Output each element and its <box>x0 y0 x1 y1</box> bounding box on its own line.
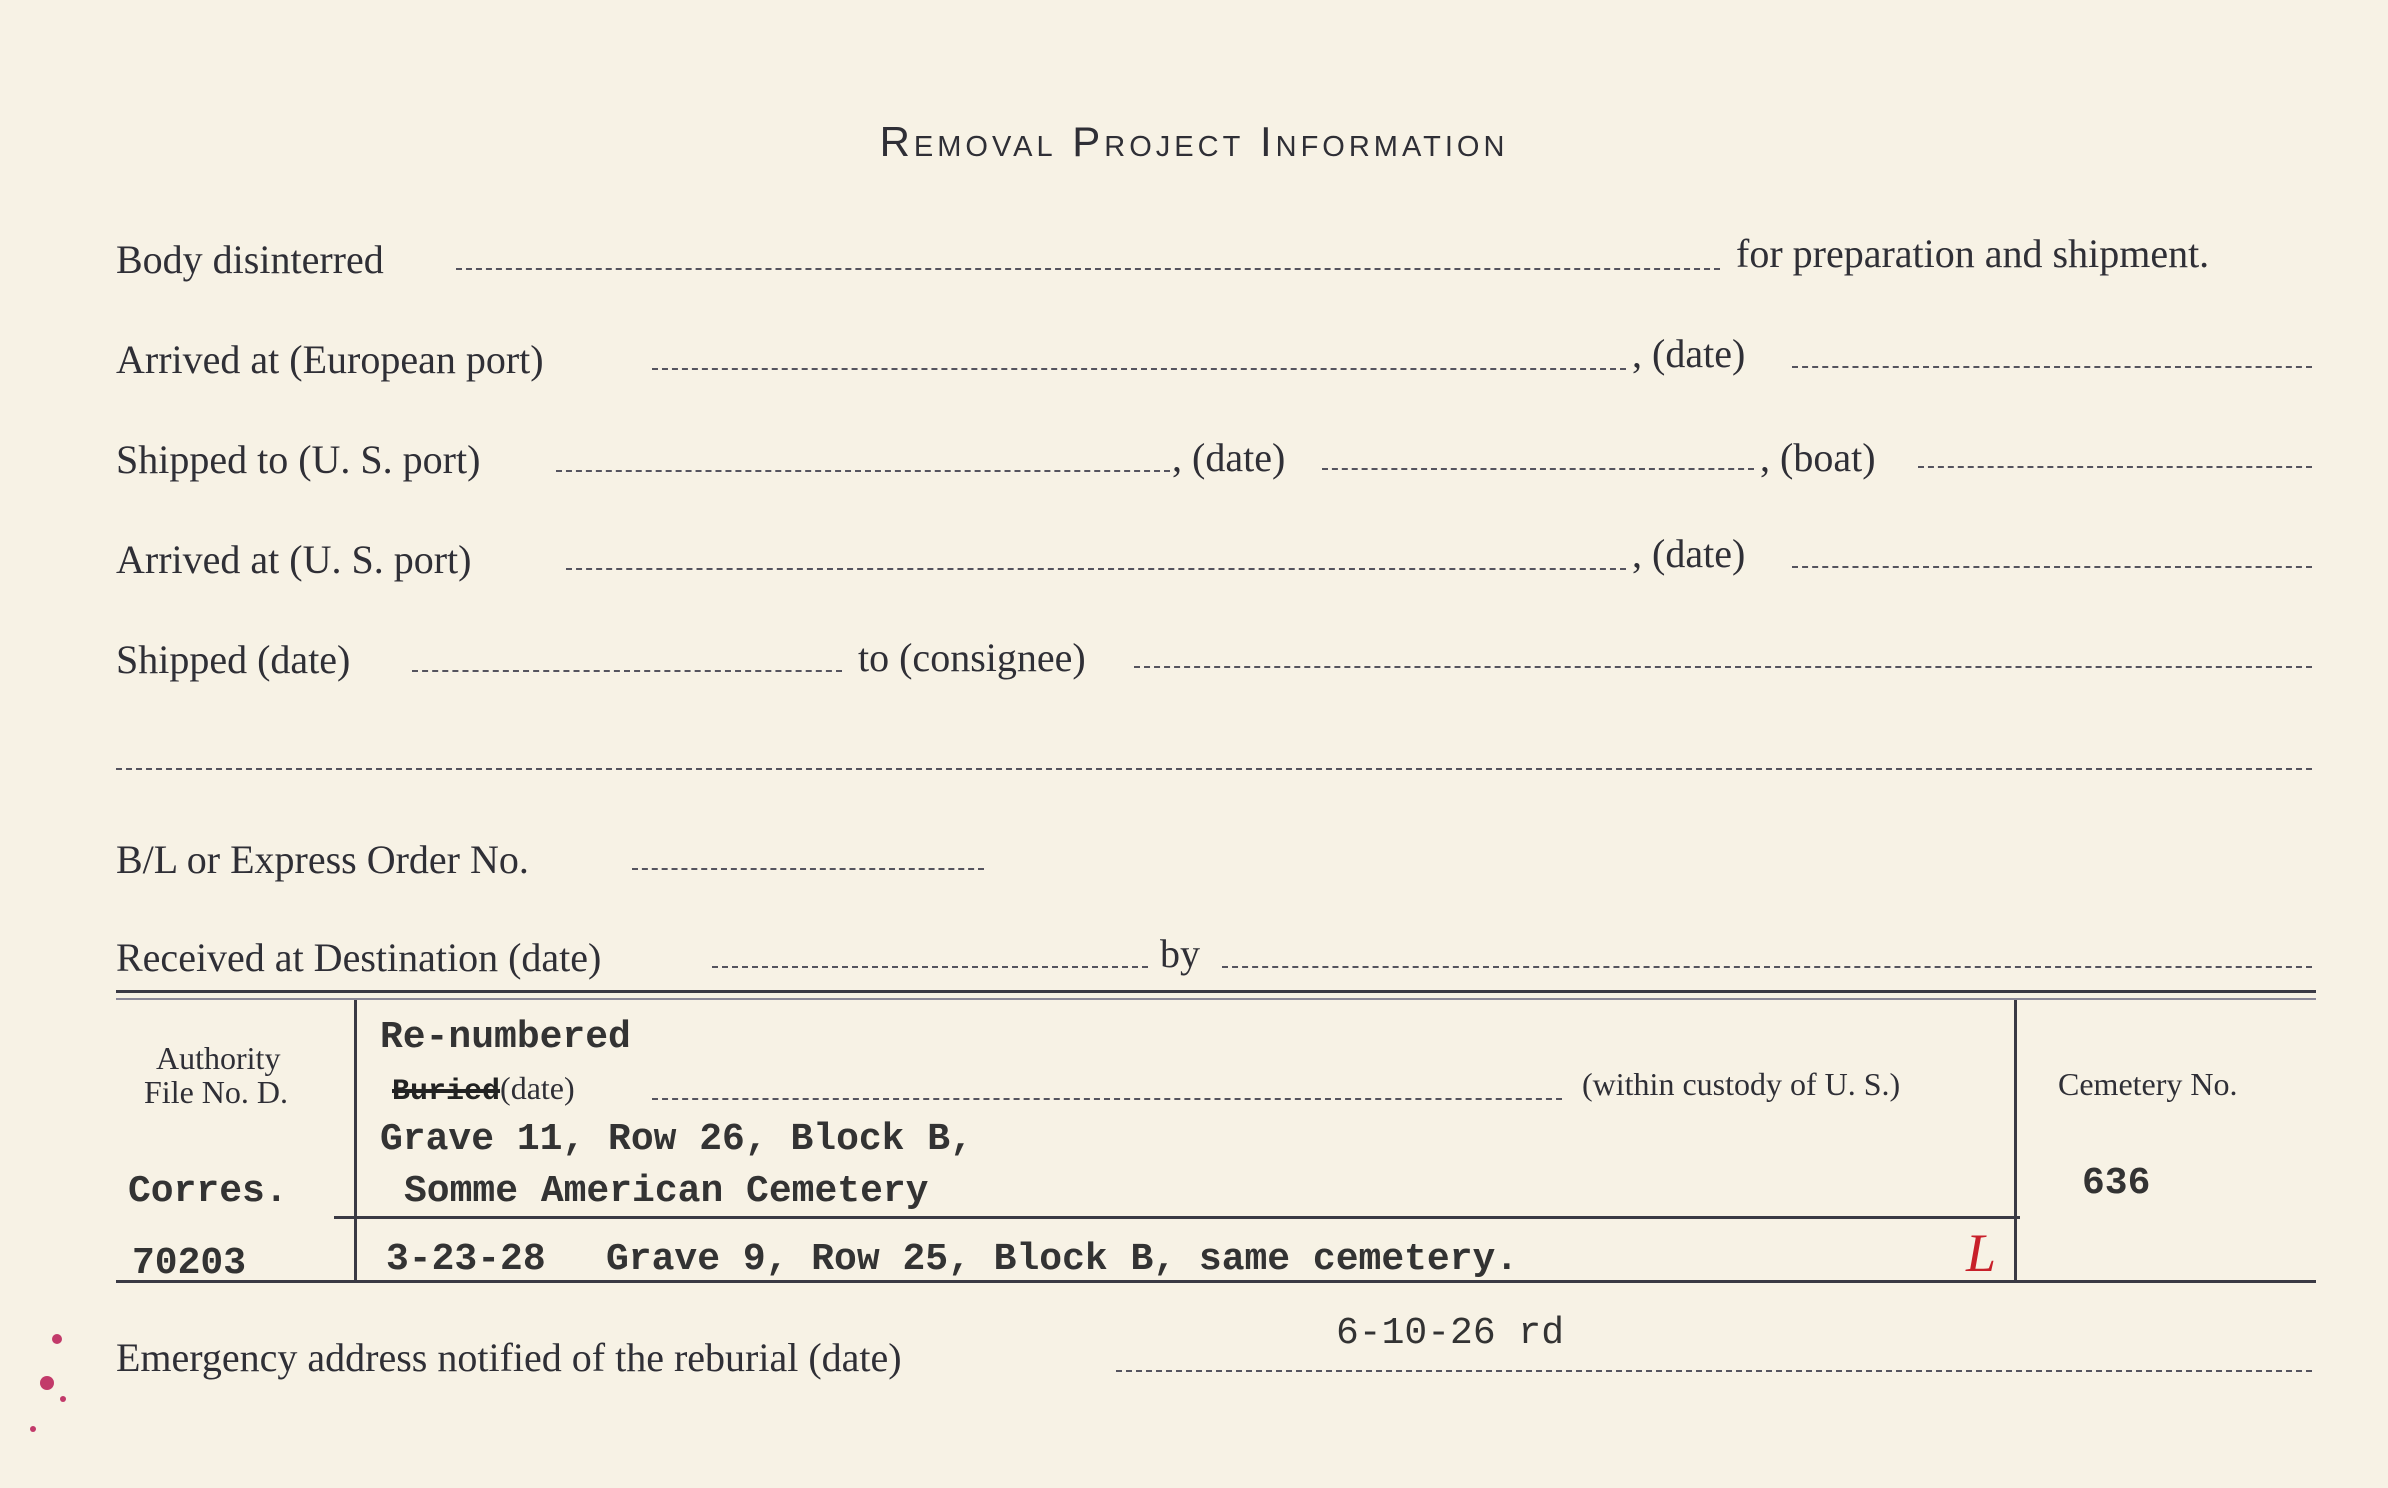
correction-date: 3-23-28 <box>386 1238 546 1281</box>
received-destination-label: Received at Destination (date) <box>116 935 602 980</box>
corres-label: Corres. <box>128 1170 288 1213</box>
ink-speck <box>40 1376 54 1390</box>
cemetery-number: 636 <box>2082 1162 2151 1205</box>
boat-label: , (boat) <box>1760 435 1876 480</box>
authority-label: Authority <box>156 1040 281 1076</box>
date-label-1: , (date) <box>1632 331 1746 376</box>
emergency-line <box>1116 1370 2312 1372</box>
grave-line-1: Grave 11, Row 26, Block B, <box>380 1118 973 1161</box>
file-number: 70203 <box>132 1242 247 1285</box>
arrived-us-line <box>566 568 1626 570</box>
arrived-us-label: Arrived at (U. S. port) <box>116 537 472 582</box>
renumbered-date-label: (date) <box>500 1070 575 1106</box>
date-field-row <box>392 1070 575 1109</box>
bl-order-label: B/L or Express Order No. <box>116 837 529 882</box>
date-label-3: , (date) <box>1632 531 1746 576</box>
renumbered-underline <box>334 1216 2020 1219</box>
ink-speck <box>30 1426 36 1432</box>
date-label-2: , (date) <box>1172 435 1286 480</box>
shipped-us-label: Shipped to (U. S. port) <box>116 437 481 482</box>
grave-line-2: Somme American Cemetery <box>404 1170 929 1213</box>
received-destination-line <box>712 966 1148 968</box>
by-line <box>1222 966 2312 968</box>
ink-speck <box>60 1396 66 1402</box>
date-line-3 <box>1792 566 2312 568</box>
consignee-continuation-line <box>116 768 2312 770</box>
consignee-line <box>1134 666 2312 668</box>
ink-speck <box>52 1334 62 1344</box>
correction-text: Grave 9, Row 25, Block B, same cemetery. <box>606 1238 1519 1281</box>
shipped-date-label: Shipped (date) <box>116 637 351 682</box>
struck-out-word: Buried <box>392 1075 501 1109</box>
boat-line <box>1918 466 2312 468</box>
file-no-label: File No. D. <box>144 1074 288 1110</box>
arrived-european-label: Arrived at (European port) <box>116 337 544 382</box>
date-line-2 <box>1322 468 1754 470</box>
renumbered-date-line <box>652 1098 1562 1100</box>
consignee-label: to (consignee) <box>858 635 1086 680</box>
emergency-date: 6-10-26 rd <box>1336 1312 1565 1355</box>
bl-order-line <box>632 868 984 870</box>
date-line-1 <box>1792 366 2312 368</box>
column-divider-right <box>2014 1000 2017 1280</box>
by-label: by <box>1160 931 1200 976</box>
emergency-label: Emergency address notified of the reburial (date) <box>116 1335 902 1380</box>
shipped-us-line <box>556 470 1170 472</box>
table-top-rule-inner <box>116 998 2316 1000</box>
custody-label: (within custody of U. S.) <box>1582 1066 1901 1102</box>
arrived-european-line <box>652 368 1626 370</box>
cemetery-no-label: Cemetery No. <box>2058 1066 2238 1102</box>
shipped-date-line <box>412 670 842 672</box>
card-title: Removal Project Information <box>879 118 1509 165</box>
renumbered-heading: Re-numbered <box>380 1016 631 1059</box>
column-divider-left <box>354 1000 357 1280</box>
preparation-label: for preparation and shipment. <box>1736 231 2210 276</box>
table-top-rule <box>116 990 2316 993</box>
red-check-mark: L <box>1966 1223 1997 1283</box>
body-disinterred-line <box>456 268 1720 270</box>
body-disinterred-label: Body disinterred <box>116 237 384 282</box>
